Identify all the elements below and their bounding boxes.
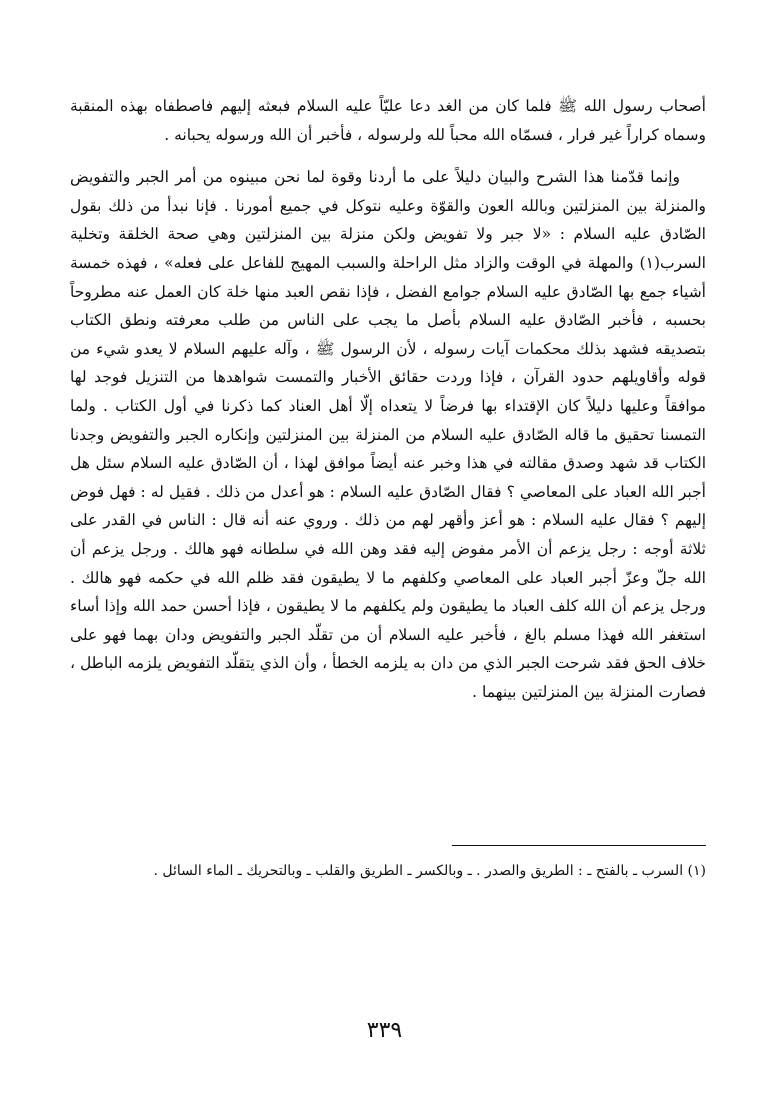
main-text xyxy=(70,92,706,706)
paragraph-1: أصحاب رسول الله ﷺ فلما كان من الغد دعا عليّاً عليه السلام فبعثه إليهم فاصطفاه بهذه المنقبة وسماه كراراً غير فرار ، فسمّاه الله محباً لله ولرسوله ، فأخبر أن الله ورسوله يحبانه . xyxy=(70,97,706,144)
footnote: (١) السرب ـ بالفتح ـ : الطريق والصدر . ـ وبالكسر ـ الطريق والقلب ـ وبالتحريك ـ الماء السائل . xyxy=(153,863,706,879)
footnote-divider xyxy=(452,845,706,846)
paragraph-2: وإنما قدّمنا هذا الشرح والبيان دليلاً على ما أردنا وقوة لما نحن مبينوه من أمر الجبر والتفويض والمنزلة بين المنزلتين وبالله العون والقوّة وعليه نتوكل في جميع أمورنا . فإنا نبدأ من ذلك بقول الصّادق عليه السلام : «لا جبر ولا تفويض ولكن منزلة بين المنزلتين وهي صحة الخلقة وتخلية السرب(١) والمهلة في الوقت والزاد مثل الراحلة والسبب المهيج للفاعل على فعله» ، فهذه خمسة أشياء جمع بها الصّادق عليه السلام جوامع الفضل ، فإذا نقص العبد منها خلة كان العمل عنه مطروحاً بحسبه ، فأخبر الصّادق عليه السلام بأصل ما يجب على الناس من طلب معرفته ونطق الكتاب بتصديقه فشهد بذلك محكمات آيات رسوله ، لأن الرسول ﷺ ، وآله عليهم السلام لا يعدو شيء من قوله وأقاويلهم حدود القرآن ، فإذا وردت حقائق الأخبار والتمست شواهدها من التنزيل فوجد لها موافقاً وعليها دليلاً كان الإقتداء بها فرضاً لا يتعداه إلّا أهل العناد كما ذكرنا في أول الكتاب . ولما التمسنا تحقيق ما قاله الصّادق عليه السلام من المنزلة بين المنزلتين وإنكاره الجبر والتفويض وجدنا الكتاب قد شهد وصدق مقالته في هذا وخبر عنه أيضاً موافق لهذا ، أن الصّادق عليه السلام سئل هل أجبر الله العباد على المعاصي ؟ فقال الصّادق عليه السلام : هو أعدل من ذلك . فقيل له : فهل فوض إليهم ؟ فقال عليه السلام : هو أعز وأقهر لهم من ذلك . وروي عنه أنه قال : الناس في القدر على ثلاثة أوجه : رجل يزعم أن الأمر مفوض إليه فقد وهن الله في سلطانه فهو هالك . ورجل يزعم أن الله جلّ وعزّ أجبر العباد على المعاصي وكلفهم ما لا يطيقون فقد ظلم الله في حكمه فهو هالك . ورجل يزعم أن الله كلف العباد ما يطيقون ولم يكلفهم ما لا يطيقون ، فإذا أحسن حمد الله وإذا أساء استغفر الله فهذا مسلم بالغ ، فأخبر عليه السلام أن من تقلّد الجبر والتفويض ودان بهما فهو على خلاف الحق فقد شرحت الجبر الذي من دان به يلزمه الخطأ ، وأن الذي يتقلّد التفويض يلزمه الباطل ، فصارت المنزلة بين المنزلتين بينهما . xyxy=(70,168,706,701)
page-number: ٣٣٩ xyxy=(366,1018,403,1043)
